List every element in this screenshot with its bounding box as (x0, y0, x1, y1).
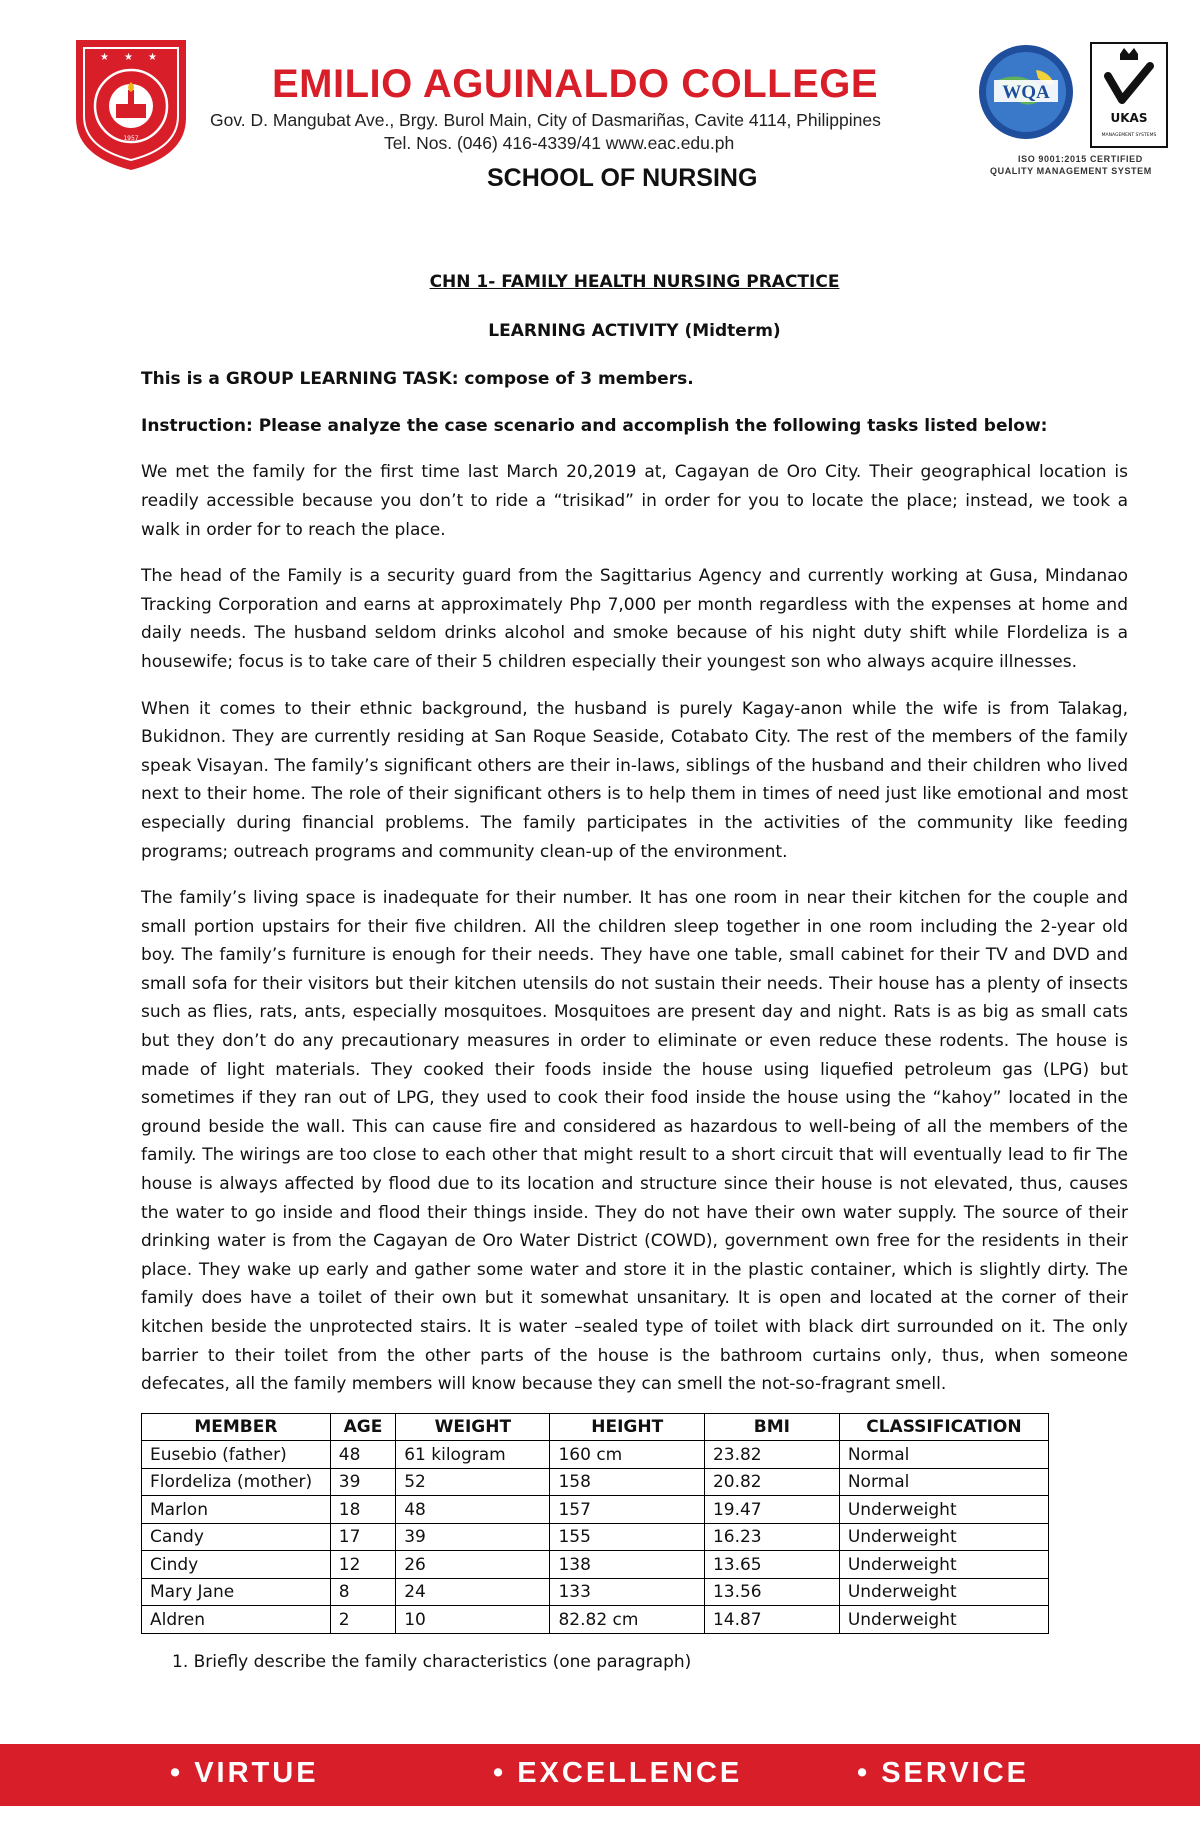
cell-classification: Underweight (839, 1606, 1048, 1634)
cell-bmi: 19.47 (704, 1496, 839, 1524)
case-paragraph-location: We met the family for the first time last March 20,2019 at, Cagayan de Oro City. Their geographical location is readily accessible because you don’t to ride a “trisikad” in order for you to locate the place; instead, we took a walk in order for to reach the place. (141, 462, 1128, 540)
cell-bmi: 13.65 (704, 1551, 839, 1579)
footer-service: • SERVICE (857, 1757, 1029, 1789)
cell-age: 2 (330, 1606, 395, 1634)
cell-weight: 52 (396, 1468, 550, 1496)
footer-virtue: • VIRTUE (170, 1757, 319, 1789)
ukas-label: UKAS (1110, 111, 1148, 125)
cell-height: 155 (550, 1523, 704, 1551)
case-paragraph-head: The head of the Family is a security guard from the Sagittarius Agency and currently working at Gusa, Mindanao Tracking Corporation and earns at approximately Php 7,000 per month regardless with the expenses at home and daily needs. The husband seldom drinks alcohol and smoke because of his night duty shift while Flordeliza is a housewife; focus is to take care of their 5 children especially their youngest son who always acquire illnesses. (141, 566, 1128, 672)
instruction-text: Instruction: Please analyze the case scenario and accomplish the following tasks listed below: (141, 415, 1048, 436)
cell-weight: 24 (396, 1578, 550, 1606)
table-row (142, 1551, 1049, 1579)
cell-member: Cindy (142, 1551, 331, 1579)
cell-height: 160 cm (550, 1441, 704, 1469)
cell-age: 12 (330, 1551, 395, 1579)
college-address: Gov. D. Mangubat Ave., Brgy. Burol Main, City of Dasmariñas, Cavite 4114, Philippines (210, 110, 881, 130)
table-header-row (142, 1413, 1049, 1441)
col-weight: WEIGHT (396, 1413, 550, 1441)
school-name: SCHOOL OF NURSING (487, 164, 758, 192)
cell-bmi: 13.56 (704, 1578, 839, 1606)
cell-weight: 10 (396, 1606, 550, 1634)
table-row (142, 1578, 1049, 1606)
cell-weight: 26 (396, 1551, 550, 1579)
cell-weight: 48 (396, 1496, 550, 1524)
case-paragraph-background: When it comes to their ethnic background, the husband is purely Kagay-anon while the wife is from Talakag, Bukidnon. They are currently residing at San Roque Seaside, Cotabato City. The rest of the members of the family speak Visayan. The family’s significant others are their in-laws, siblings of the husband and their children who lived next to their home. The role of their significant others is to help them in times of need just like emotional and most especially during financial problems. The family participates in the activities of the community like feeding programs; outreach programs and community clean-up of the environment. (141, 698, 1128, 862)
cell-member: Marlon (142, 1496, 331, 1524)
col-height: HEIGHT (550, 1413, 704, 1441)
wqa-label: WQA (1002, 82, 1050, 103)
cell-bmi: 20.82 (704, 1468, 839, 1496)
cell-classification: Normal (839, 1468, 1048, 1496)
col-classification: CLASSIFICATION (839, 1413, 1048, 1441)
table-row (142, 1523, 1049, 1551)
cell-height: 82.82 cm (550, 1606, 704, 1634)
cell-classification: Underweight (839, 1578, 1048, 1606)
footer-excellence: • EXCELLENCE (493, 1757, 743, 1789)
task-item-1: 1. Briefly describe the family characteristics (one paragraph) (172, 1652, 692, 1672)
cell-height: 138 (550, 1551, 704, 1579)
cell-age: 48 (330, 1441, 395, 1469)
table-row (142, 1441, 1049, 1469)
svg-text:★: ★ (100, 52, 109, 63)
case-paragraph-living-space: The family’s living space is inadequate for their number. It has one room in near their kitchen for the couple and small portion upstairs for their five children. All the children sleep together in one room including the 2-year old boy. The family’s furniture is enough for their needs. They have one table, small cabinet for their TV and DVD and small sofa for their visitors but their kitchen utensils do not sustain their needs. Their house has a plenty of insects such as flies, rats, ants, especially mosquitoes. Mosquitoes are present day and night. Rats is as big as small cats but they don’t do any precautionary measures in order to eliminate or even reduce these rodents. The house is made of light materials. They cooked their foods inside the house using liquefied petroleum gas (LPG) but sometimes if they ran out of LPG, they used to cook their food inside the house using the “kahoy” located in the ground beside the wall. This can cause fire and considered as hazardous to well-being of all the members of the family. The wirings are too close to each other that might result to a short circuit that will eventually lead to fir The house is always affected by flood due to its location and structure since their house is not elevated, thus, causes the water to go inside and flood their things inside. They do not have their own water supply. The source of their drinking water is from the Cagayan de Oro Water District (COWD), government own free for the residents in their place. They wake up early and gather some water and store it in the plastic container, which is slightly dirty. The family does have a toilet of their own but it somewhat unsanitary. It is open and located at the corner of their kitchen beside the unprotected stairs. It is water –sealed type of toilet with black dirt surrounded on it. The only barrier to their toilet from the other parts of the house is the bathroom curtains only, thus, when someone defecates, all the family members will know because they can smell the not-so-fragrant smell. (141, 888, 1128, 1395)
family-members-table (141, 1413, 1049, 1634)
table-row (142, 1468, 1049, 1496)
seal-year: 1957 (123, 135, 139, 142)
cell-classification: Underweight (839, 1496, 1048, 1524)
ukas-sublabel: MANAGEMENT SYSTEMS (1101, 133, 1157, 138)
cell-classification: Underweight (839, 1523, 1048, 1551)
cell-member: Mary Jane (142, 1578, 331, 1606)
cell-member: Flordeliza (mother) (142, 1468, 331, 1496)
document-body (141, 268, 1128, 1634)
cell-height: 158 (550, 1468, 704, 1496)
cell-age: 8 (330, 1578, 395, 1606)
table-row (142, 1606, 1049, 1634)
svg-text:★: ★ (124, 52, 133, 63)
college-contact: Tel. Nos. (046) 416-4339/41 www.eac.edu.ph (384, 133, 735, 153)
cell-classification: Underweight (839, 1551, 1048, 1579)
col-member: MEMBER (142, 1413, 331, 1441)
iso-certified-label: ISO 9001:2015 CERTIFIED (1018, 154, 1143, 164)
svg-text:★: ★ (148, 52, 157, 63)
course-title: CHN 1- FAMILY HEALTH NURSING PRACTICE (429, 272, 840, 292)
ukas-certification-logo (1090, 42, 1168, 148)
cell-age: 39 (330, 1468, 395, 1496)
wqa-certification-logo (976, 42, 1076, 142)
quality-system-label: QUALITY MANAGEMENT SYSTEM (990, 166, 1152, 176)
cell-weight: 61 kilogram (396, 1441, 550, 1469)
college-name: EMILIO AGUINALDO COLLEGE (272, 62, 879, 106)
cell-bmi: 16.23 (704, 1523, 839, 1551)
cell-member: Aldren (142, 1606, 331, 1634)
col-bmi: BMI (704, 1413, 839, 1441)
cell-bmi: 23.82 (704, 1441, 839, 1469)
activity-title: LEARNING ACTIVITY (Midterm) (488, 320, 781, 341)
table-row (142, 1496, 1049, 1524)
cell-height: 133 (550, 1578, 704, 1606)
cell-weight: 39 (396, 1523, 550, 1551)
cell-member: Candy (142, 1523, 331, 1551)
cell-age: 17 (330, 1523, 395, 1551)
cell-bmi: 14.87 (704, 1606, 839, 1634)
cell-height: 157 (550, 1496, 704, 1524)
cell-member: Eusebio (father) (142, 1441, 331, 1469)
college-seal-logo (72, 36, 190, 174)
col-age: AGE (330, 1413, 395, 1441)
cell-classification: Normal (839, 1441, 1048, 1469)
footer-banner (0, 1744, 1200, 1806)
group-task-note: This is a GROUP LEARNING TASK: compose of 3 members. (141, 369, 694, 390)
cell-age: 18 (330, 1496, 395, 1524)
